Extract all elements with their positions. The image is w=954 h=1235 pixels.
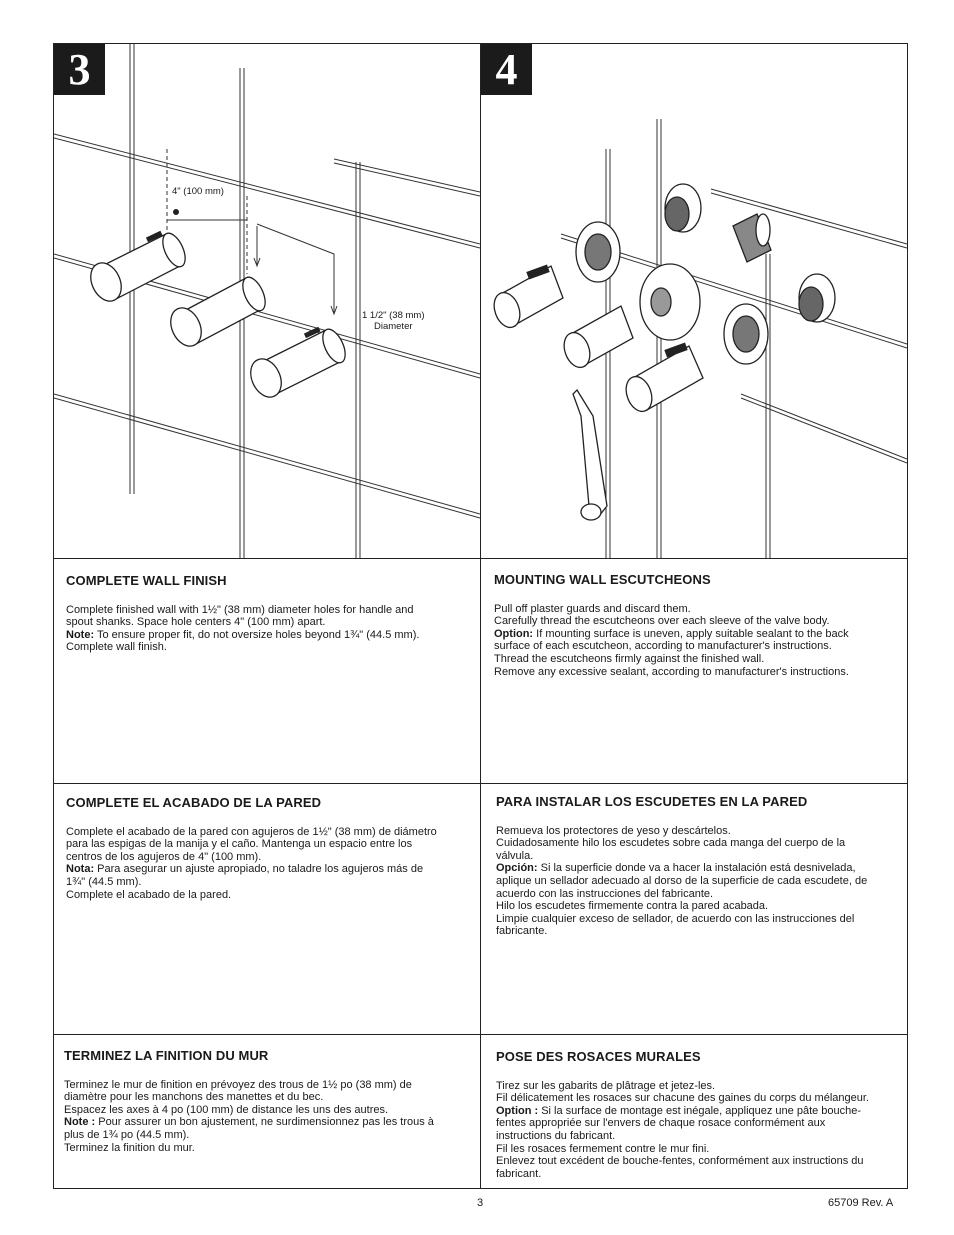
note-label: Note: xyxy=(66,628,95,641)
note-line xyxy=(64,1116,469,1129)
text-line: fentes appropriée sur l'envers de chaque rosace conformément aux xyxy=(496,1117,826,1130)
text-line: Complete finished wall with 1½" (38 mm) diameter holes for handle and xyxy=(66,603,414,616)
text-line: Fil les rosaces fermement contre le mur fini. xyxy=(496,1142,710,1155)
note-line xyxy=(66,629,471,642)
option-line xyxy=(494,628,899,641)
note-text: Pour assurer un bon ajustement, ne surdimensionnez pas les trous à xyxy=(95,1116,434,1129)
row-divider-spanish xyxy=(53,1034,908,1035)
option-text: Si la surface de montage est inégale, appliquez une pâte bouche- xyxy=(538,1104,862,1117)
dimension-diameter-word: Diameter xyxy=(373,321,413,332)
step-number-4: 4 xyxy=(481,44,532,95)
note-text: Para asegurar un ajuste apropiado, no taladre los agujeros más de xyxy=(94,863,424,876)
section-title: POSE DES ROSACES MURALES xyxy=(496,1049,701,1064)
escutcheon-drawing xyxy=(481,44,907,558)
text-line: Terminez le mur de finition en prévoyez des trous de 1½ po (38 mm) de xyxy=(64,1078,412,1091)
section-title: COMPLETE WALL FINISH xyxy=(66,573,227,588)
text-line: plus de 1¾ po (44.5 mm). xyxy=(64,1128,190,1141)
text-line: Terminez la finition du mur. xyxy=(64,1141,195,1154)
dimension-diameter-label xyxy=(362,310,425,332)
wall-finish-drawing xyxy=(54,44,480,558)
text-line: Complete el acabado de la pared. xyxy=(66,888,232,901)
section-title: TERMINEZ LA FINITION DU MUR xyxy=(64,1048,269,1063)
option-text: If mounting surface is uneven, apply suitable sealant to the back xyxy=(533,627,849,640)
fr-escutcheon-section xyxy=(496,1051,901,1180)
option-line xyxy=(496,862,901,875)
document-revision: 65709 Rev. A xyxy=(828,1197,894,1209)
text-line: centros de los agujeros de 4" (100 mm). xyxy=(66,850,262,863)
text-line: spout shanks. Space hole centers 4" (100 mm) apart. xyxy=(66,616,326,629)
text-line: surface of each escutcheon, according to manufacturer's instructions. xyxy=(494,640,832,653)
text-line: válvula. xyxy=(496,849,534,862)
text-line: instructions du fabricant. xyxy=(496,1129,616,1142)
step-3-illustration xyxy=(54,44,480,558)
text-line: Espacez les axes à 4 po (100 mm) de distance les uns des autres. xyxy=(64,1103,389,1116)
note-label: Nota: xyxy=(66,863,95,876)
page-number: 3 xyxy=(477,1197,484,1209)
option-label: Option: xyxy=(494,627,534,640)
text-line: fabricant. xyxy=(496,1167,542,1180)
text-line: Carefully thread the escutcheons over each sleeve of the valve body. xyxy=(494,615,830,628)
text-line: Tirez sur les gabarits de plâtrage et jetez-les. xyxy=(496,1079,716,1092)
row-divider-illustration xyxy=(53,558,908,559)
text-line: Limpie cualquier exceso de sellador, de acuerdo con las instrucciones del xyxy=(496,912,855,925)
section-title: MOUNTING WALL ESCUTCHEONS xyxy=(494,572,711,587)
option-text: Si la superficie donde va a hacer la instalación está desnivelada, xyxy=(537,862,856,875)
section-title: PARA INSTALAR LOS ESCUDETES EN LA PARED xyxy=(496,794,808,809)
text-line: Complete el acabado de la pared con agujeros de 1½" (38 mm) de diámetro xyxy=(66,825,437,838)
note-line xyxy=(66,863,471,876)
section-title: COMPLETE EL ACABADO DE LA PARED xyxy=(66,795,322,810)
es-escutcheon-section xyxy=(496,796,901,938)
text-line: Complete wall finish. xyxy=(66,641,167,654)
text-line: Fil délicatement les rosaces sur chacune des gaines du corps du mélangeur. xyxy=(496,1092,869,1105)
dimension-spacing-label: 4" (100 mm) xyxy=(172,186,224,197)
text-line: fabricante. xyxy=(496,925,548,938)
text-line: Cuidadosamente hilo los escudetes sobre cada manga del cuerpo de la xyxy=(496,837,846,850)
option-label: Opción: xyxy=(496,862,538,875)
note-label: Note : xyxy=(64,1116,96,1129)
text-line: Remove any excessive sealant, according to manufacturer's instructions. xyxy=(494,665,849,678)
text-line: aplique un sellador adecuado al dorso de la superficie de cada escudete, de xyxy=(496,874,868,887)
text-line: Remueva los protectores de yeso y descártelos. xyxy=(496,824,731,837)
text-line: diamètre pour les manchons des manettes et du bec. xyxy=(64,1091,324,1104)
text-line: Hilo los escudetes firmemente contra la pared acabada. xyxy=(496,900,769,913)
row-divider-english xyxy=(53,783,908,784)
text-line: Pull off plaster guards and discard them. xyxy=(494,602,691,615)
note-text: To ensure proper fit, do not oversize holes beyond 1¾" (44.5 mm). xyxy=(94,628,420,641)
step-number-3: 3 xyxy=(54,44,105,95)
text-line: acuerdo con las instrucciones del fabricante. xyxy=(496,887,714,900)
option-label: Option : xyxy=(496,1104,539,1117)
fr-wall-finish-section xyxy=(64,1050,469,1154)
text-line: para las espigas de la manija y el caño. Mantenga un espacio entre los xyxy=(66,838,413,851)
text-line: 1¾" (44.5 mm). xyxy=(66,875,142,888)
text-line: Thread the escutcheons firmly against the finished wall. xyxy=(494,652,765,665)
dimension-diameter-value: 1 1/2" (38 mm) xyxy=(362,310,425,321)
en-escutcheon-section xyxy=(494,574,899,678)
step-4-illustration xyxy=(481,44,907,558)
en-wall-finish-section xyxy=(66,575,471,654)
es-wall-finish-section xyxy=(66,797,471,901)
option-line xyxy=(496,1105,901,1118)
text-line: Enlevez tout excédent de bouche-fentes, conformément aux instructions du xyxy=(496,1155,864,1168)
